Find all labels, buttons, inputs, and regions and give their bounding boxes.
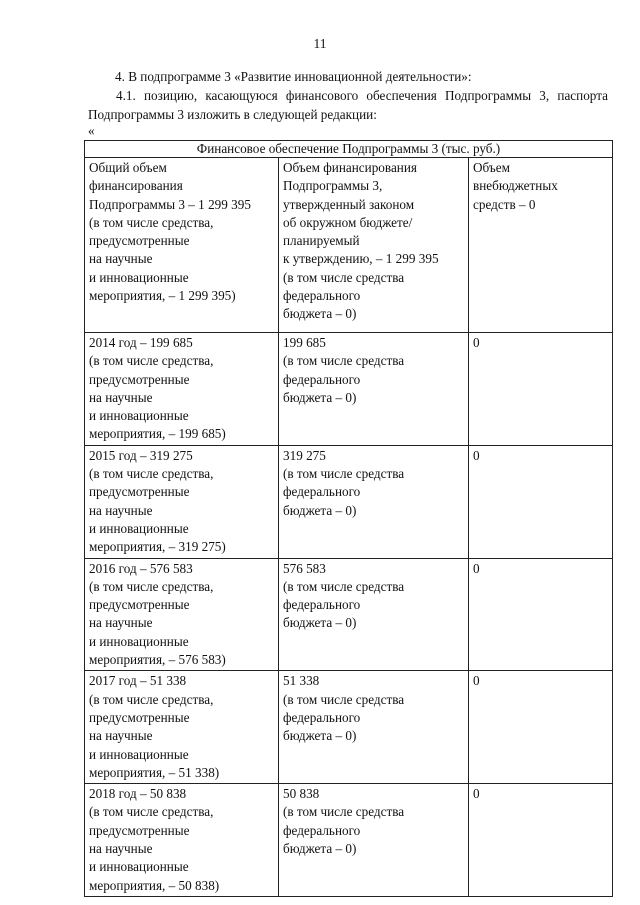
year-extrabudgetary-cell: 0 [469,671,613,784]
budget-financing-cell: Объем финансирования Подпрограммы 3, утвержденный законом об окружном бюджете/ планируемый к утверждению, – 1 299 395 (в том числе средства федерального бюджета – 0) [279,158,469,333]
year-total-cell: 2015 год – 319 275 (в том числе средства, предусмотренные на научные и инновационные мероприятия, – 319 275) [85,445,279,558]
table-row [85,558,613,671]
year-total-cell: 2016 год – 576 583 (в том числе средства, предусмотренные на научные и инновационные мероприятия, – 576 583) [85,558,279,671]
table-header-row [85,158,613,333]
year-extrabudgetary-cell: 0 [469,445,613,558]
opening-quote-mark: « [88,123,95,138]
paragraph-amendment: 4.1. позицию, касающуюся финансового обеспечения Подпрограммы 3, паспорта Подпрограммы 3 изложить в следующей редакции: [88,88,608,122]
table-row [85,333,613,446]
financing-table [84,140,613,897]
page-number: 11 [313,36,327,51]
year-total-cell: 2018 год – 50 838 (в том числе средства, предусмотренные на научные и инновационные мероприятия, – 50 838) [85,784,279,897]
year-budget-cell: 50 838 (в том числе средства федерального бюджета – 0) [279,784,469,897]
year-total-cell: 2017 год – 51 338 (в том числе средства, предусмотренные на научные и инновационные мероприятия, – 51 338) [85,671,279,784]
year-budget-cell: 51 338 (в том числе средства федерального бюджета – 0) [279,671,469,784]
table-row [85,671,613,784]
table-caption: Финансовое обеспечение Подпрограммы 3 (тыс. руб.) [85,141,613,158]
year-extrabudgetary-cell: 0 [469,333,613,446]
extrabudgetary-cell: Объем внебюджетных средств – 0 [469,158,613,333]
table-row [85,784,613,897]
year-budget-cell: 576 583 (в том числе средства федерального бюджета – 0) [279,558,469,671]
total-financing-cell: Общий объем финансирования Подпрограммы 3 – 1 299 395 (в том числе средства, предусмотренные на научные и инновационные мероприятия, – 1 299 395) [85,158,279,333]
year-total-cell: 2014 год – 199 685 (в том числе средства, предусмотренные на научные и инновационные мероприятия, – 199 685) [85,333,279,446]
paragraph-subprogram-heading: 4. В подпрограмме 3 «Развитие инновационной деятельности»: [115,69,472,84]
table-row [85,445,613,558]
year-budget-cell: 199 685 (в том числе средства федерального бюджета – 0) [279,333,469,446]
year-budget-cell: 319 275 (в том числе средства федерального бюджета – 0) [279,445,469,558]
year-extrabudgetary-cell: 0 [469,558,613,671]
year-extrabudgetary-cell: 0 [469,784,613,897]
